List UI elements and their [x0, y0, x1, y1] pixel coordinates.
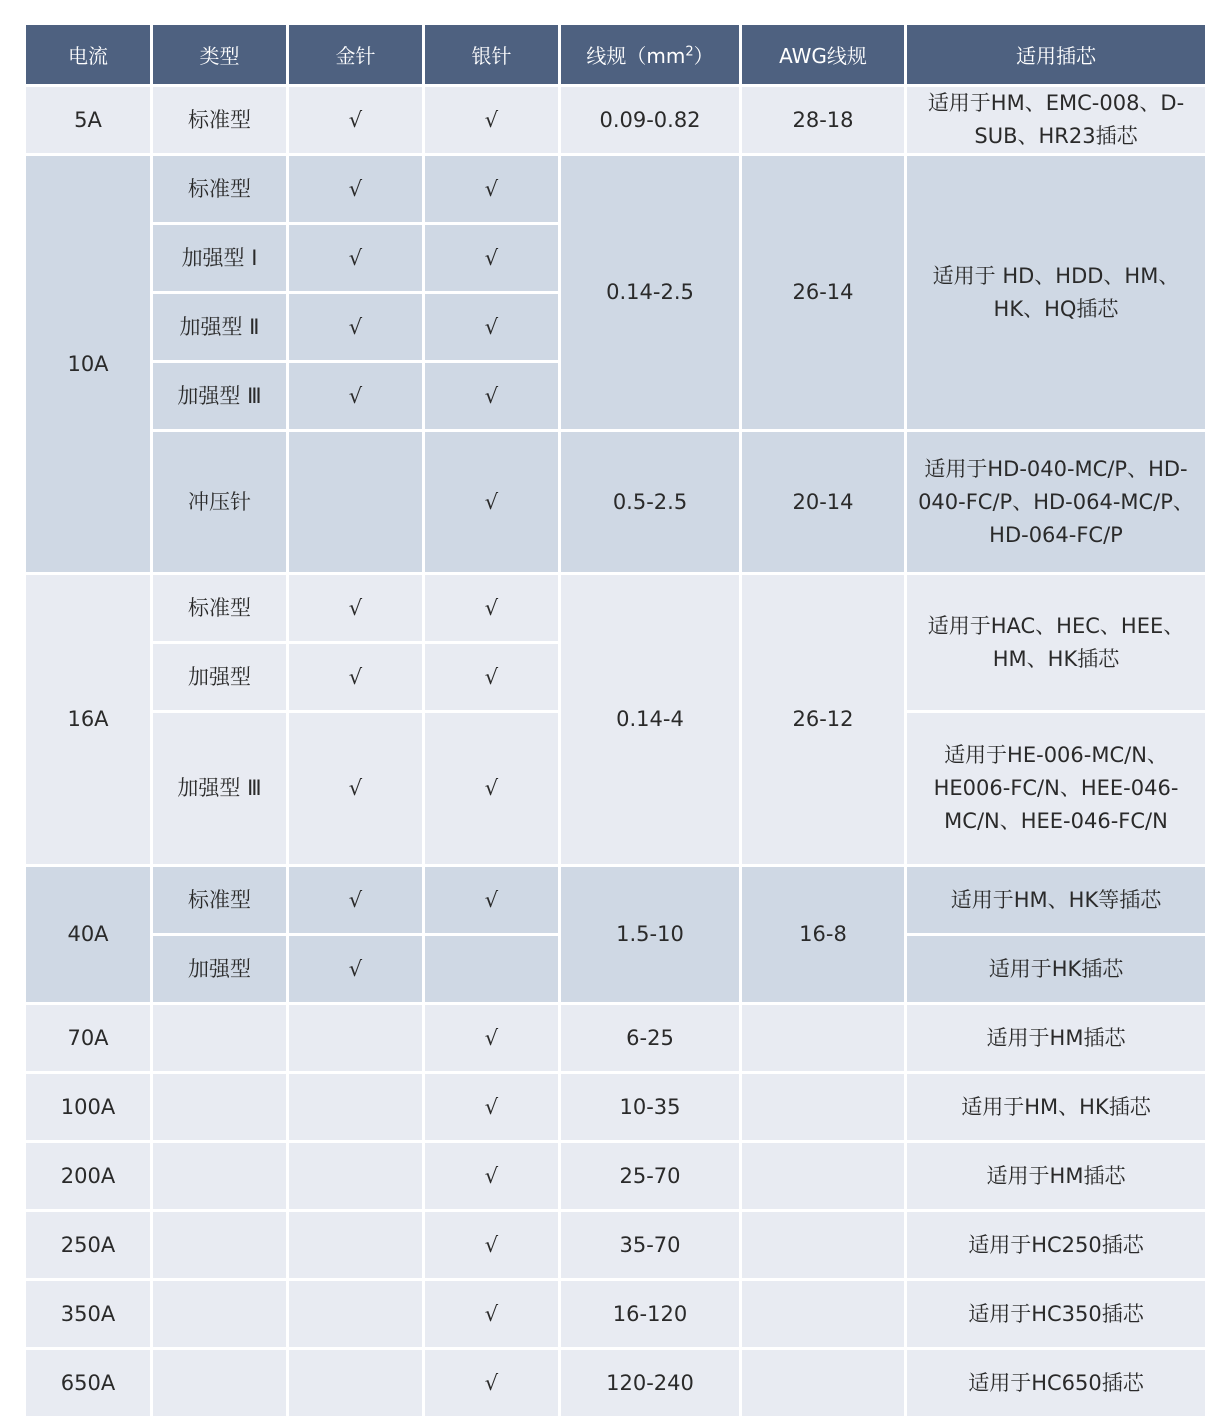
- gold-pin-cell: √: [288, 86, 424, 155]
- header-type: 类型: [152, 24, 288, 86]
- cores-cell: 适用于HC250插芯: [906, 1211, 1207, 1280]
- table-row: [25, 1073, 1207, 1142]
- silver-pin-cell: √: [424, 155, 560, 224]
- gold-pin-cell: √: [288, 866, 424, 935]
- current-cell: 100A: [25, 1073, 152, 1142]
- wire-gauge-cell: 25-70: [560, 1142, 741, 1211]
- gold-pin-cell: √: [288, 155, 424, 224]
- gold-pin-cell: [288, 431, 424, 574]
- current-cell: 10A: [25, 155, 152, 574]
- type-cell: [152, 1280, 288, 1349]
- current-cell: 5A: [25, 86, 152, 155]
- header-silver-pin: 银针: [424, 24, 560, 86]
- gold-pin-cell: [288, 1073, 424, 1142]
- wire-gauge-cell: 16-120: [560, 1280, 741, 1349]
- header-cores: 适用插芯: [906, 24, 1207, 86]
- silver-pin-cell: √: [424, 431, 560, 574]
- silver-pin-cell: √: [424, 1349, 560, 1418]
- gold-pin-cell: [288, 1280, 424, 1349]
- silver-pin-cell: √: [424, 1211, 560, 1280]
- silver-pin-cell: √: [424, 712, 560, 866]
- cores-cell: 适用于HM插芯: [906, 1004, 1207, 1073]
- table-row: [25, 155, 1207, 224]
- wire-gauge-cell: 120-240: [560, 1349, 741, 1418]
- wire-gauge-cell: 0.14-4: [560, 574, 741, 866]
- cores-cell: 适用于 HD、HDD、HM、HK、HQ插芯: [906, 155, 1207, 431]
- type-cell: 标准型: [152, 86, 288, 155]
- cores-cell: 适用于HM插芯: [906, 1142, 1207, 1211]
- type-cell: 加强型 Ⅲ: [152, 362, 288, 431]
- awg-cell: [741, 1211, 906, 1280]
- header-awg: AWG线规: [741, 24, 906, 86]
- gold-pin-cell: √: [288, 362, 424, 431]
- header-wire-gauge-prefix: 线规（mm: [586, 44, 686, 68]
- type-cell: [152, 1004, 288, 1073]
- cores-cell: 适用于HK插芯: [906, 935, 1207, 1004]
- cores-cell: 适用于HD-040-MC/P、HD-040-FC/P、HD-064-MC/P、HD-064-FC/P: [906, 431, 1207, 574]
- gold-pin-cell: √: [288, 293, 424, 362]
- wire-gauge-cell: 1.5-10: [560, 866, 741, 1004]
- type-cell: 加强型 Ⅰ: [152, 224, 288, 293]
- awg-cell: [741, 1142, 906, 1211]
- wire-gauge-cell: 0.09-0.82: [560, 86, 741, 155]
- type-cell: 标准型: [152, 866, 288, 935]
- table-row: [25, 86, 1207, 155]
- awg-cell: 26-14: [741, 155, 906, 431]
- type-cell: 加强型: [152, 935, 288, 1004]
- gold-pin-cell: [288, 1211, 424, 1280]
- current-cell: 200A: [25, 1142, 152, 1211]
- awg-cell: [741, 1004, 906, 1073]
- silver-pin-cell: √: [424, 86, 560, 155]
- wire-gauge-cell: 10-35: [560, 1073, 741, 1142]
- cores-cell: 适用于HC650插芯: [906, 1349, 1207, 1418]
- silver-pin-cell: √: [424, 1073, 560, 1142]
- wire-gauge-cell: 6-25: [560, 1004, 741, 1073]
- type-cell: 加强型 Ⅲ: [152, 712, 288, 866]
- current-cell: 70A: [25, 1004, 152, 1073]
- terminal-spec-table: [23, 22, 1208, 1419]
- header-current: 电流: [25, 24, 152, 86]
- type-cell: 标准型: [152, 574, 288, 643]
- header-row: [25, 24, 1207, 86]
- awg-cell: [741, 1349, 906, 1418]
- table-row: [25, 1280, 1207, 1349]
- header-wire-gauge-sup: 2: [685, 44, 694, 60]
- cores-cell: 适用于HAC、HEC、HEE、HM、HK插芯: [906, 574, 1207, 712]
- gold-pin-cell: √: [288, 712, 424, 866]
- current-cell: 350A: [25, 1280, 152, 1349]
- wire-gauge-cell: 0.14-2.5: [560, 155, 741, 431]
- gold-pin-cell: √: [288, 935, 424, 1004]
- header-wire-gauge-suffix: ）: [693, 44, 714, 68]
- type-cell: 加强型: [152, 643, 288, 712]
- gold-pin-cell: √: [288, 224, 424, 293]
- silver-pin-cell: [424, 935, 560, 1004]
- cores-cell: 适用于HE-006-MC/N、HE006-FC/N、HEE-046-MC/N、HEE-046-FC/N: [906, 712, 1207, 866]
- silver-pin-cell: √: [424, 643, 560, 712]
- awg-cell: 20-14: [741, 431, 906, 574]
- awg-cell: [741, 1280, 906, 1349]
- silver-pin-cell: √: [424, 1280, 560, 1349]
- cores-cell: 适用于HM、HK等插芯: [906, 866, 1207, 935]
- type-cell: 标准型: [152, 155, 288, 224]
- table-row: [25, 866, 1207, 935]
- silver-pin-cell: √: [424, 866, 560, 935]
- current-cell: 40A: [25, 866, 152, 1004]
- table-row: [25, 1211, 1207, 1280]
- cores-cell: 适用于HM、EMC-008、D-SUB、HR23插芯: [906, 86, 1207, 155]
- table-row: [25, 574, 1207, 643]
- silver-pin-cell: √: [424, 224, 560, 293]
- wire-gauge-cell: 35-70: [560, 1211, 741, 1280]
- table-row: [25, 1004, 1207, 1073]
- cores-cell: 适用于HC350插芯: [906, 1280, 1207, 1349]
- gold-pin-cell: [288, 1349, 424, 1418]
- gold-pin-cell: √: [288, 574, 424, 643]
- awg-cell: 28-18: [741, 86, 906, 155]
- awg-cell: 16-8: [741, 866, 906, 1004]
- current-cell: 650A: [25, 1349, 152, 1418]
- awg-cell: [741, 1073, 906, 1142]
- silver-pin-cell: √: [424, 1142, 560, 1211]
- gold-pin-cell: [288, 1142, 424, 1211]
- wire-gauge-cell: 0.5-2.5: [560, 431, 741, 574]
- cores-cell: 适用于HM、HK插芯: [906, 1073, 1207, 1142]
- header-gold-pin: 金针: [288, 24, 424, 86]
- gold-pin-cell: [288, 1004, 424, 1073]
- type-cell: [152, 1211, 288, 1280]
- current-cell: 250A: [25, 1211, 152, 1280]
- type-cell: [152, 1349, 288, 1418]
- awg-cell: 26-12: [741, 574, 906, 866]
- silver-pin-cell: √: [424, 362, 560, 431]
- type-cell: 冲压针: [152, 431, 288, 574]
- silver-pin-cell: √: [424, 293, 560, 362]
- current-cell: 16A: [25, 574, 152, 866]
- silver-pin-cell: √: [424, 1004, 560, 1073]
- type-cell: [152, 1073, 288, 1142]
- table-row: [25, 1142, 1207, 1211]
- table-row: [25, 1349, 1207, 1418]
- type-cell: [152, 1142, 288, 1211]
- type-cell: 加强型 Ⅱ: [152, 293, 288, 362]
- gold-pin-cell: √: [288, 643, 424, 712]
- table-row: [25, 431, 1207, 574]
- silver-pin-cell: √: [424, 574, 560, 643]
- header-wire-gauge: [560, 24, 741, 86]
